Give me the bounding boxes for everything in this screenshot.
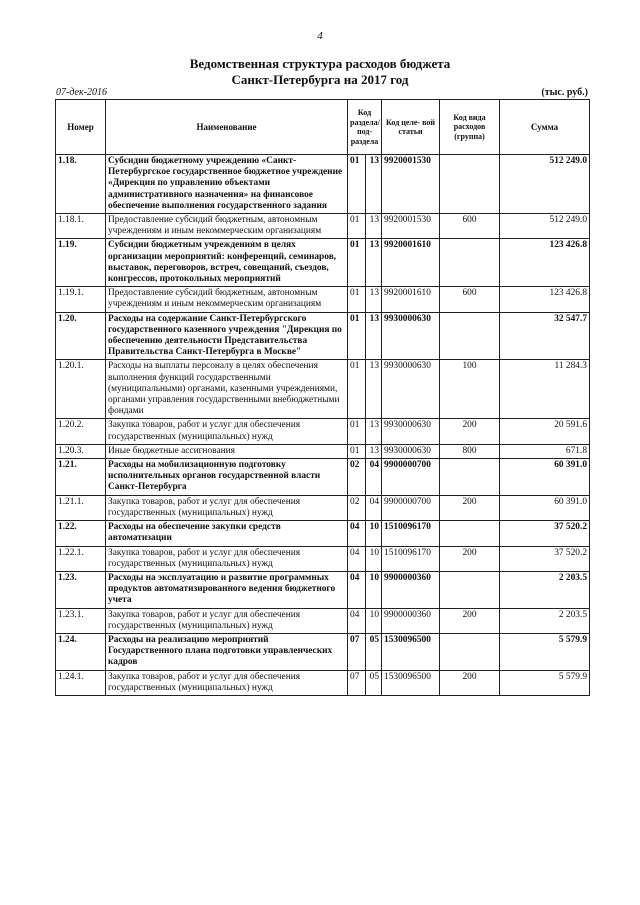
row-section-code: 02 (348, 495, 366, 520)
row-number: 1.18. (56, 155, 106, 214)
row-amount: 32 547.7 (500, 312, 590, 360)
row-section-code: 04 (348, 546, 366, 571)
row-amount: 2 203.5 (500, 608, 590, 633)
row-name: Закупка товаров, работ и услуг для обеспечения государственных (муниципальных) нужд (106, 608, 348, 633)
row-expense-type (440, 312, 500, 360)
row-amount: 60 391.0 (500, 495, 590, 520)
row-name: Закупка товаров, работ и услуг для обеспечения государственных (муниципальных) нужд (106, 670, 348, 695)
table-header-row (56, 100, 590, 155)
table-row (56, 495, 590, 520)
row-expense-type: 600 (440, 214, 500, 239)
row-amount: 60 391.0 (500, 459, 590, 496)
row-target-code: 9900000700 (382, 459, 440, 496)
header-amount: Сумма (500, 100, 590, 155)
row-amount: 123 426.8 (500, 239, 590, 287)
row-number: 1.20.2. (56, 419, 106, 444)
row-expense-type: 200 (440, 670, 500, 695)
row-expense-type: 800 (440, 444, 500, 458)
row-subsection-code: 10 (366, 571, 382, 608)
row-number: 1.22.1. (56, 546, 106, 571)
row-section-code: 04 (348, 608, 366, 633)
row-amount: 512 249.0 (500, 214, 590, 239)
row-expense-type (440, 571, 500, 608)
row-name: Субсидии бюджетному учреждению «Санкт-Петербургское государственное бюджетное учреждение «Дирекция по управлению объектами административного назначения» на финансовое обеспечение выполнения государственного задания (106, 155, 348, 214)
budget-table (55, 99, 590, 696)
row-section-code: 02 (348, 459, 366, 496)
row-section-code: 01 (348, 287, 366, 312)
row-subsection-code: 13 (366, 312, 382, 360)
row-target-code: 9900000700 (382, 495, 440, 520)
row-amount: 2 203.5 (500, 571, 590, 608)
row-subsection-code: 13 (366, 419, 382, 444)
table-row (56, 419, 590, 444)
row-name: Предоставление субсидий бюджетным, автономным учреждениям и иным некоммерческим организациям (106, 287, 348, 312)
title-line-2: Санкт-Петербурга на 2017 год (231, 72, 409, 87)
row-target-code: 9930000630 (382, 360, 440, 419)
row-number: 1.20.3. (56, 444, 106, 458)
table-row (56, 444, 590, 458)
header-number: Номер (56, 100, 106, 155)
row-target-code: 1510096170 (382, 521, 440, 546)
row-amount: 512 249.0 (500, 155, 590, 214)
header-name: Наименование (106, 100, 348, 155)
row-name: Предоставление субсидий бюджетным, автономным учреждениям и иным некоммерческим организациям (106, 214, 348, 239)
row-name: Расходы на выплаты персоналу в целях обеспечения выполнения функций государственными (муниципальными) органами, казенными учреждениями, органами управления государственными внебюджетными фондами (106, 360, 348, 419)
row-amount: 671.8 (500, 444, 590, 458)
table-row (56, 670, 590, 695)
row-expense-type: 600 (440, 287, 500, 312)
row-target-code: 9900000360 (382, 571, 440, 608)
row-amount: 37 520.2 (500, 546, 590, 571)
row-amount: 5 579.9 (500, 633, 590, 670)
table-row (56, 459, 590, 496)
header-section: Код раздела/ под- раздела (348, 100, 382, 155)
table-row (56, 608, 590, 633)
row-name: Закупка товаров, работ и услуг для обеспечения государственных (муниципальных) нужд (106, 495, 348, 520)
table-row (56, 571, 590, 608)
row-number: 1.21. (56, 459, 106, 496)
row-target-code: 1530096500 (382, 670, 440, 695)
row-target-code: 9920001530 (382, 214, 440, 239)
row-number: 1.24. (56, 633, 106, 670)
units-label: (тыс. руб.) (541, 87, 588, 98)
table-row (56, 239, 590, 287)
row-expense-type (440, 633, 500, 670)
row-expense-type (440, 155, 500, 214)
header-expense-type: Код вида расходов (группа) (440, 100, 500, 155)
row-subsection-code: 05 (366, 633, 382, 670)
row-expense-type: 200 (440, 495, 500, 520)
document-date: 07-дек-2016 (56, 87, 107, 98)
row-section-code: 01 (348, 360, 366, 419)
row-section-code: 04 (348, 571, 366, 608)
row-subsection-code: 13 (366, 239, 382, 287)
row-subsection-code: 10 (366, 521, 382, 546)
row-name: Расходы на мобилизационную подготовку исполнительных органов государственной власти Санкт-Петербурга (106, 459, 348, 496)
row-amount: 11 284.3 (500, 360, 590, 419)
row-subsection-code: 10 (366, 608, 382, 633)
document-title (0, 56, 640, 88)
row-section-code: 01 (348, 239, 366, 287)
row-expense-type: 200 (440, 608, 500, 633)
row-subsection-code: 05 (366, 670, 382, 695)
row-target-code: 9930000630 (382, 312, 440, 360)
row-number: 1.23. (56, 571, 106, 608)
row-expense-type: 200 (440, 419, 500, 444)
row-target-code: 9930000630 (382, 419, 440, 444)
row-name: Закупка товаров, работ и услуг для обеспечения государственных (муниципальных) нужд (106, 419, 348, 444)
row-amount: 123 426.8 (500, 287, 590, 312)
row-number: 1.19. (56, 239, 106, 287)
row-name: Расходы на содержание Санкт-Петербургского государственного казенного учреждения "Дирекция по обеспечению деятельности Представительства Правительства Санкт-Петербурга в Москве" (106, 312, 348, 360)
row-name: Расходы на реализацию мероприятий Государственного плана подготовки управленческих кадров (106, 633, 348, 670)
row-section-code: 01 (348, 419, 366, 444)
table-row (56, 312, 590, 360)
row-subsection-code: 13 (366, 360, 382, 419)
table-row (56, 214, 590, 239)
row-number: 1.19.1. (56, 287, 106, 312)
header-target: Код целе- вой статьи (382, 100, 440, 155)
row-amount: 20 591.6 (500, 419, 590, 444)
row-subsection-code: 10 (366, 546, 382, 571)
row-amount: 5 579.9 (500, 670, 590, 695)
table-row (56, 633, 590, 670)
row-target-code: 9920001530 (382, 155, 440, 214)
row-section-code: 01 (348, 444, 366, 458)
row-name: Субсидии бюджетным учреждениям в целях организации мероприятий: конференций, семинаров, выставок, переговоров, встреч, совещаний, съездов, конгрессов, протокольных мероприятий (106, 239, 348, 287)
table-row (56, 287, 590, 312)
table-row (56, 155, 590, 214)
row-number: 1.20.1. (56, 360, 106, 419)
row-amount: 37 520.2 (500, 521, 590, 546)
row-section-code: 07 (348, 633, 366, 670)
row-subsection-code: 13 (366, 155, 382, 214)
row-expense-type (440, 521, 500, 546)
row-expense-type: 200 (440, 546, 500, 571)
row-name: Расходы на обеспечение закупки средств автоматизации (106, 521, 348, 546)
row-subsection-code: 04 (366, 495, 382, 520)
row-target-code: 9920001610 (382, 239, 440, 287)
table-body (56, 155, 590, 696)
row-number: 1.21.1. (56, 495, 106, 520)
row-expense-type: 100 (440, 360, 500, 419)
row-section-code: 01 (348, 214, 366, 239)
row-expense-type (440, 459, 500, 496)
row-expense-type (440, 239, 500, 287)
row-name: Иные бюджетные ассигнования (106, 444, 348, 458)
row-section-code: 01 (348, 312, 366, 360)
row-subsection-code: 13 (366, 287, 382, 312)
row-target-code: 9920001610 (382, 287, 440, 312)
table-row (56, 546, 590, 571)
row-number: 1.18.1. (56, 214, 106, 239)
row-subsection-code: 13 (366, 214, 382, 239)
row-section-code: 01 (348, 155, 366, 214)
row-target-code: 9930000630 (382, 444, 440, 458)
row-name: Закупка товаров, работ и услуг для обеспечения государственных (муниципальных) нужд (106, 546, 348, 571)
row-target-code: 1530096500 (382, 633, 440, 670)
table-row (56, 360, 590, 419)
row-subsection-code: 13 (366, 444, 382, 458)
page-number: 4 (317, 30, 323, 42)
row-number: 1.22. (56, 521, 106, 546)
row-number: 1.23.1. (56, 608, 106, 633)
row-section-code: 04 (348, 521, 366, 546)
table-row (56, 521, 590, 546)
row-target-code: 9900000360 (382, 608, 440, 633)
row-subsection-code: 04 (366, 459, 382, 496)
row-section-code: 07 (348, 670, 366, 695)
row-name: Расходы на эксплуатацию и развитие программных продуктов автоматизированного ведения бюджетного учета (106, 571, 348, 608)
row-number: 1.24.1. (56, 670, 106, 695)
title-line-1: Ведомственная структура расходов бюджета (189, 56, 451, 71)
row-target-code: 1510096170 (382, 546, 440, 571)
row-number: 1.20. (56, 312, 106, 360)
